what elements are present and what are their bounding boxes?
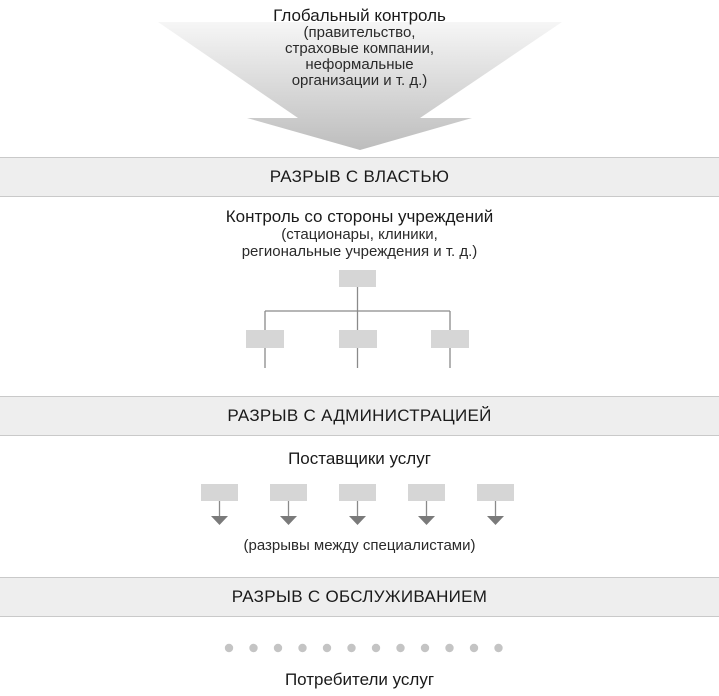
provider-box <box>339 484 376 501</box>
consumer-dot <box>298 644 306 652</box>
providers-row <box>0 478 719 534</box>
global-control-detail-line: организации и т. д.) <box>291 72 428 89</box>
consumers-dots <box>0 640 719 658</box>
consumer-dot <box>445 644 453 652</box>
consumer-dot <box>470 644 478 652</box>
provider-unit <box>477 484 514 525</box>
institutions-org-chart <box>0 260 719 380</box>
down-arrow-icon <box>349 516 366 525</box>
global-control-detail-line: страховые компании, <box>284 40 435 57</box>
global-control-detail-line: (правительство, <box>303 24 416 41</box>
consumer-dot <box>372 644 380 652</box>
institutions-detail-line: региональные учреждения и т. д.) <box>241 243 478 260</box>
provider-unit <box>408 484 445 525</box>
gap-band-administration <box>0 396 719 436</box>
consumers-title: Потребители услуг <box>284 670 435 689</box>
global-control-title: Глобальный контроль <box>273 6 446 25</box>
providers-title: Поставщики услуг <box>288 449 431 468</box>
consumer-dot <box>494 644 502 652</box>
down-arrow-icon <box>418 516 435 525</box>
org-chart-child-box <box>431 330 469 348</box>
provider-unit <box>270 484 307 525</box>
consumer-dot <box>323 644 331 652</box>
gap-band-power <box>0 157 719 197</box>
gap-band-service-label: РАЗРЫВ С ОБСЛУЖИВАНИЕМ <box>231 587 488 606</box>
gap-band-administration-label: РАЗРЫВ С АДМИНИСТРАЦИЕЙ <box>227 406 492 425</box>
down-arrow-icon <box>487 516 504 525</box>
consumer-dot <box>249 644 257 652</box>
provider-box <box>408 484 445 501</box>
org-chart-child-box <box>246 330 284 348</box>
consumer-dot <box>225 644 233 652</box>
consumer-dot <box>347 644 355 652</box>
provider-box <box>201 484 238 501</box>
consumer-dot <box>274 644 282 652</box>
gap-band-service <box>0 577 719 617</box>
provider-box <box>270 484 307 501</box>
org-chart-child-box <box>339 330 377 348</box>
provider-box <box>477 484 514 501</box>
org-chart-parent-box <box>339 270 376 287</box>
institutions-title: Контроль со стороны учреждений <box>225 207 494 226</box>
gap-band-power-label: РАЗРЫВ С ВЛАСТЬЮ <box>269 167 450 186</box>
down-arrow-icon <box>280 516 297 525</box>
providers-gap-note: (разрывы между специалистами) <box>243 537 476 554</box>
consumer-dot <box>421 644 429 652</box>
provider-unit <box>339 484 376 525</box>
down-arrow-icon <box>211 516 228 525</box>
provider-unit <box>201 484 238 525</box>
consumer-dot <box>396 644 404 652</box>
institutions-detail-line: (стационары, клиники, <box>281 226 438 243</box>
global-control-detail-line: неформальные <box>305 56 414 73</box>
